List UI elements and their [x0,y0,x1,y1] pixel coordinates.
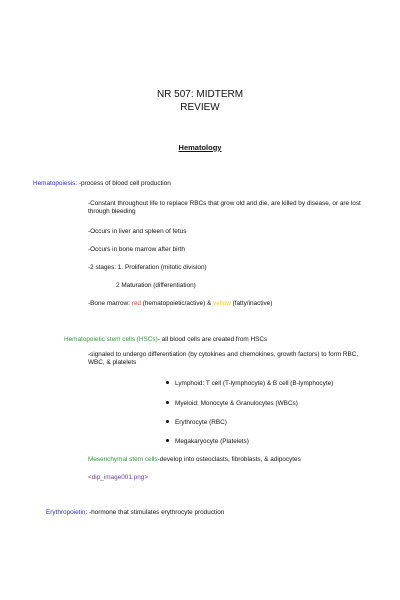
hematopoiesis-term: Hematopoiesis [33,180,76,187]
hsc-bullet-item [166,438,249,446]
hsc-bullet-myeloid: Myeloid: Monocyte & Granulocytes (WBCs) [175,400,298,407]
hematopoiesis-definition: : -process of blood cell production [75,180,171,187]
erythropoietin-term: Erythropoietin [46,509,86,516]
hematopoiesis-point-3: -Occurs in bone marrow after birth [88,246,185,253]
marrow-red-word: red [131,300,141,307]
marrow-yellow-description: (fatty/inactive) [230,300,273,307]
bullet-dot [166,401,169,404]
hsc-bullet-megakaryocyte: Megakaryocyte (Platelets) [175,438,249,445]
hematopoiesis-point-1: -Constant throughout life to replace RBCs that grow old and die, are killed by disease, or are lost through bleeding [88,200,361,215]
msc-definition: -develop into osteoclasts, fibroblasts, & adipocytes [157,456,301,463]
hsc-term: Hematopoietic stem cells (HSCs) [64,336,158,343]
bone-marrow-line [88,300,272,308]
hsc-bullet-erythrocyte: Erythrocyte (RBC) [175,419,227,426]
msc-term: Mesenchymal stem cells [88,456,158,463]
hsc-bullet-item [166,400,298,408]
msc-line [88,456,301,464]
bullet-dot [166,420,169,423]
hematopoiesis-heading [33,180,171,188]
hsc-bullet-lymphoid: Lymphoid: T cell (T-lymphocyte) & B cell (B-lymphocyte) [175,380,334,387]
section-title-hematology: Hematology [178,143,222,152]
hsc-bullet-item [166,419,227,427]
hematopoiesis-point-4: -2 stages: 1. Proliferation (mitotic division) [88,264,207,271]
erythropoietin-definition: : -hormone that stimulates erythrocyte production [85,509,225,516]
hematopoiesis-point-5: 2 Maturation (differentiation) [116,282,196,289]
doc-title-line-1: NR 507: MIDTERM [156,89,244,100]
hsc-bullet-item [166,380,333,388]
image-placeholder-text: <dip_image001.png> [88,474,149,481]
bullet-dot [166,381,169,384]
doc-title-line-2: REVIEW [180,102,220,113]
hsc-definition: - all blood cells are created from HSCs [157,336,268,343]
marrow-yellow-word: yellow [213,300,231,307]
bone-marrow-prefix: -Bone marrow: [88,300,132,307]
hsc-heading [64,336,267,344]
marrow-red-description: (hematopoietic/active) & [140,300,214,307]
erythropoietin-line [46,509,224,517]
bullet-dot [166,439,169,442]
hematopoiesis-point-2: -Occurs in liver and spleen of fetus [88,228,187,235]
hsc-signal-text: -signaled to undergo differentiation (by cytokines and chemokines, growth factors) to form RBC, WBC, & platelets [88,351,359,366]
